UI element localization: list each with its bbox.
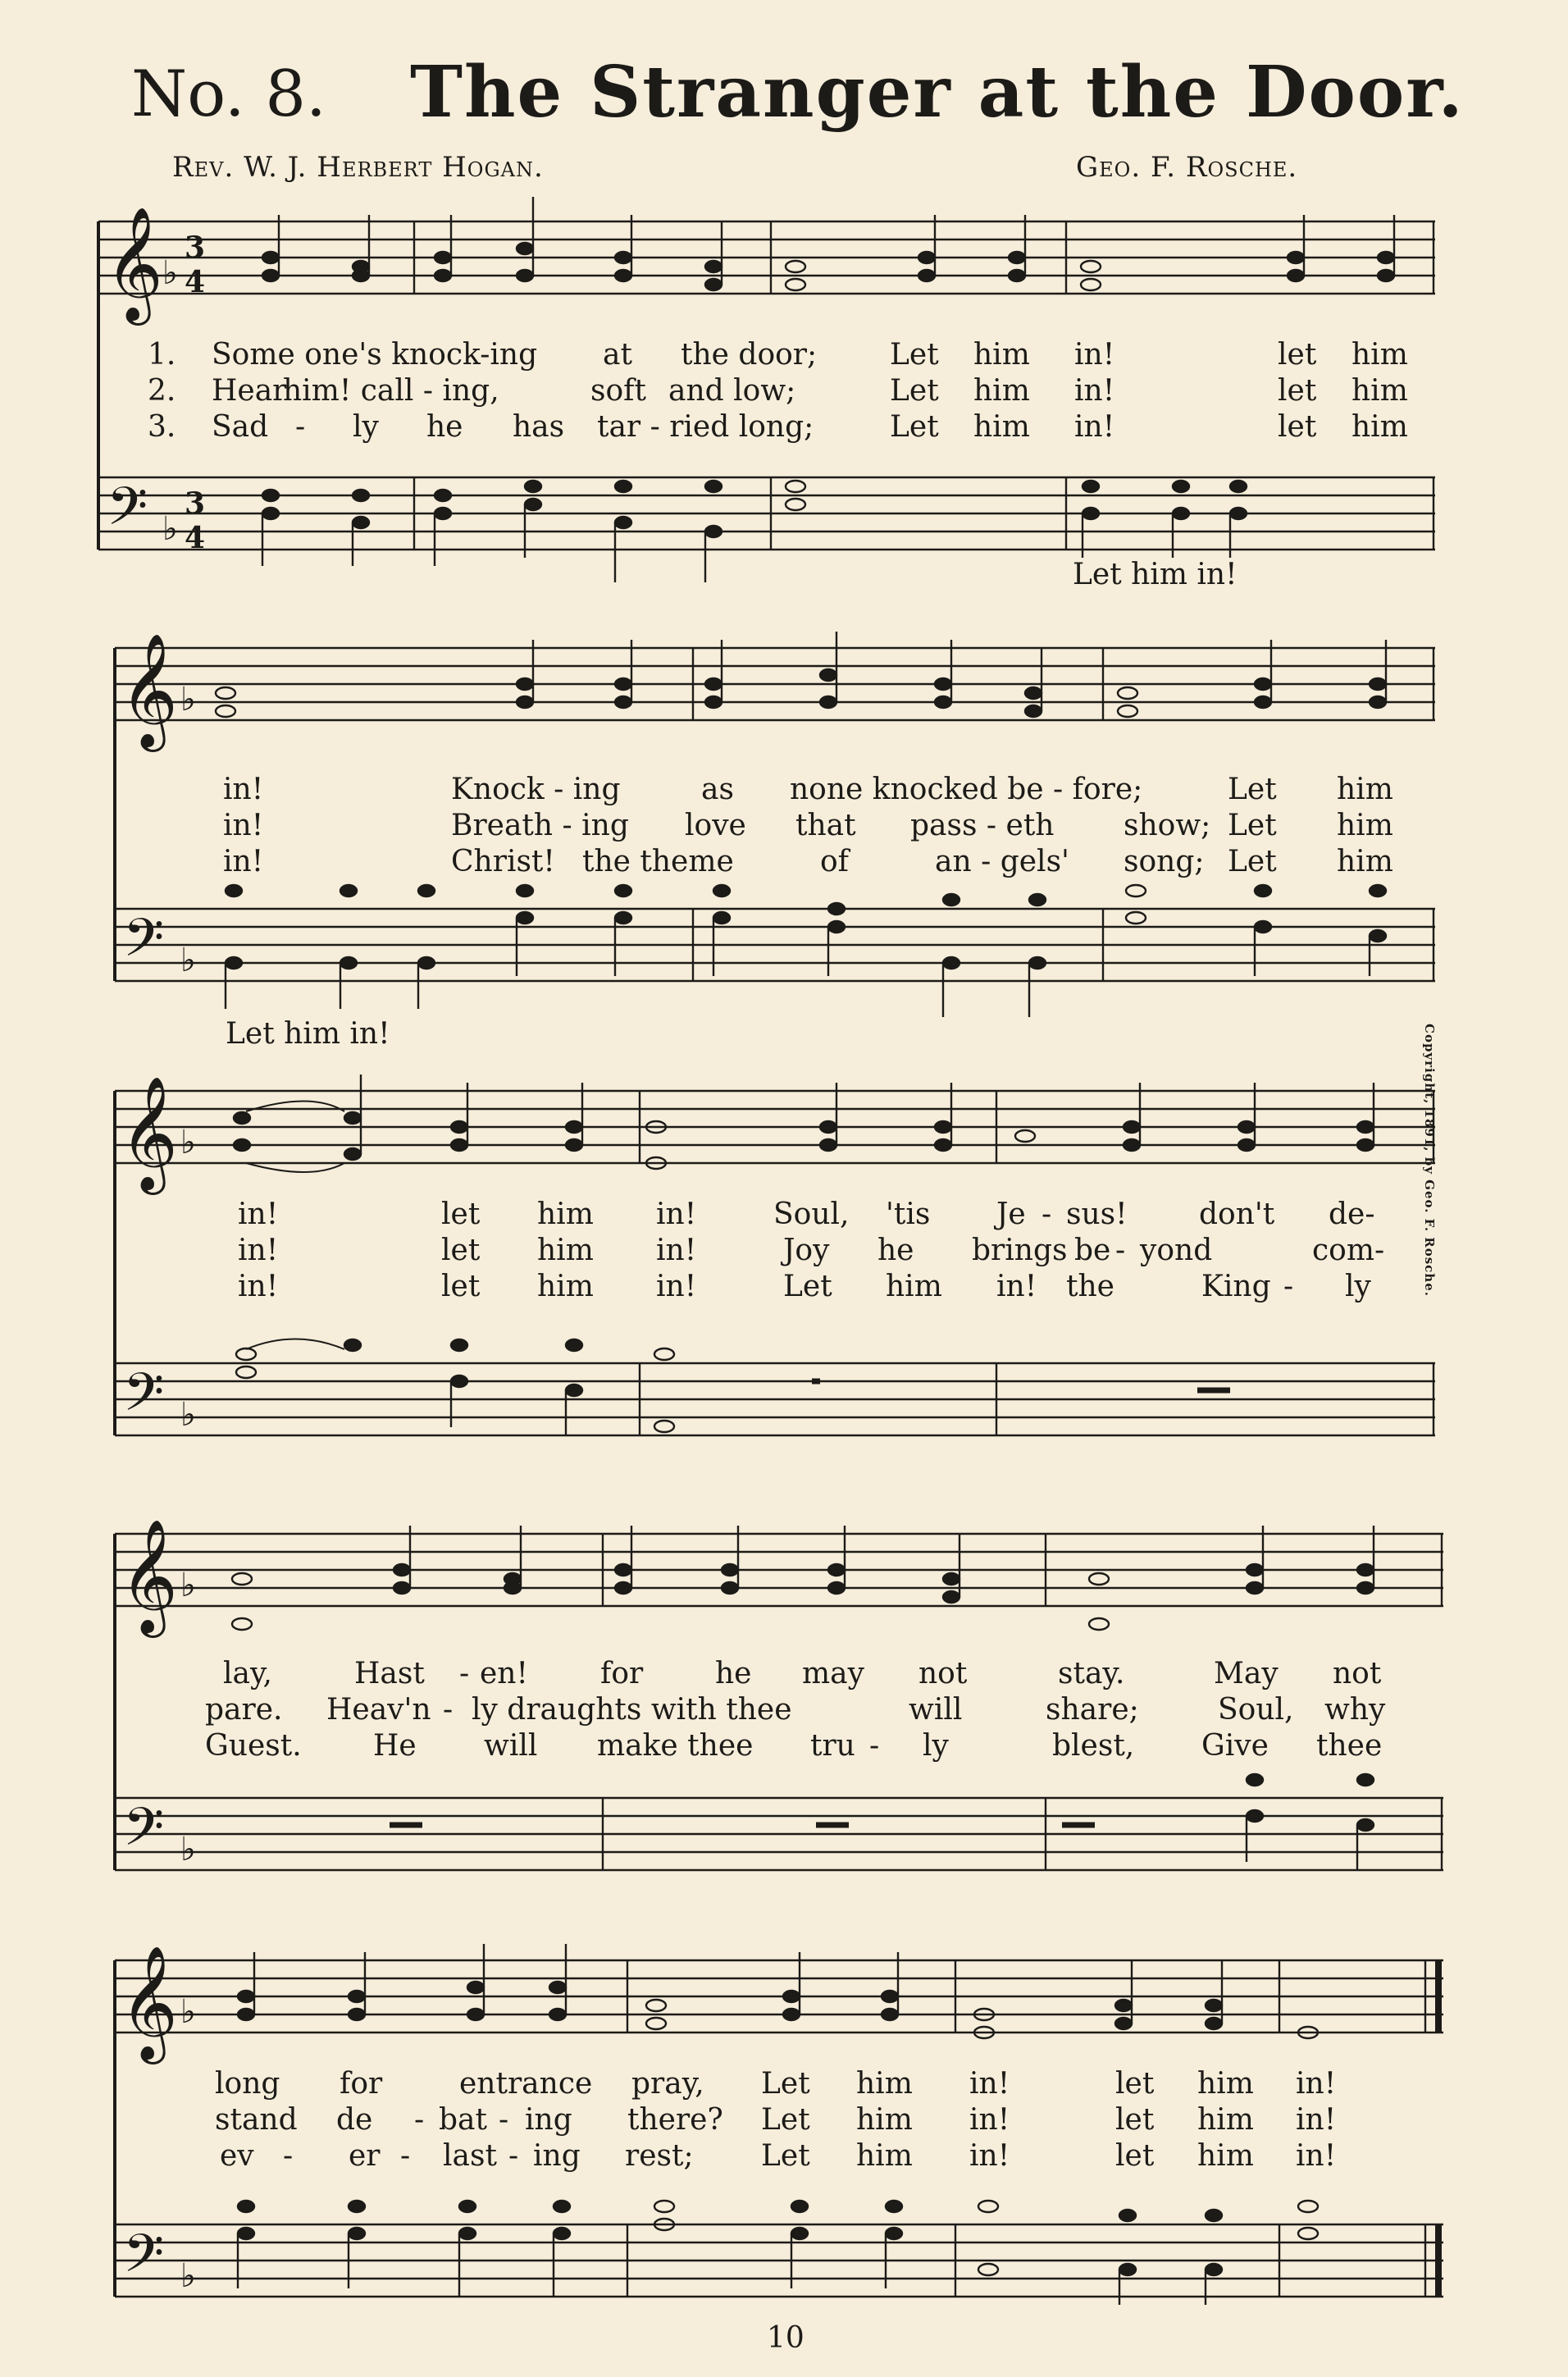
lyric-syllable: as [701,773,734,806]
lyric-syllable: in! [223,845,264,878]
lyric-syllable: not [918,1657,968,1690]
lyric-syllable: Heav'n [326,1693,431,1727]
lyric-syllable: why [1324,1693,1386,1727]
lyric-syllable: Hear [212,374,287,408]
lyric-syllable: lay, [223,1657,272,1690]
svg-text:𝄞: 𝄞 [120,633,178,747]
lyric-syllable: him [1337,809,1393,842]
verse-number-1: 1. [148,338,176,372]
music-system-5 [0,1936,1568,2305]
lyric-syllable: 'tis [886,1198,931,1231]
lyric-syllable: for [340,2067,383,2101]
lyric-syllable: for [600,1657,644,1690]
svg-text:♭: ♭ [180,1993,196,2031]
lyric-syllable: sus! [1066,1198,1128,1231]
lyric-syllable: Let [890,374,939,408]
lyric-syllable: the door; [681,338,818,372]
lyric-syllable: Let [761,2139,810,2173]
lyric-syllable: has [513,410,565,444]
lyric-syllable: stand [215,2103,298,2137]
lyric-syllable: him [856,2139,913,2173]
lyric-syllable: the [1066,1270,1114,1303]
lyric-syllable: him! call - ing, [283,374,499,408]
svg-text:♭: ♭ [180,942,196,979]
svg-text:𝄢: 𝄢 [123,1797,165,1871]
lyric-syllable: him [973,374,1030,408]
lyric-syllable: make thee [597,1729,754,1763]
lyric-syllable: let [1278,338,1317,372]
lyric-syllable: er [349,2139,381,2173]
lyric-syllable: Breath - ing [451,809,629,842]
lyric-syllable: will [909,1693,963,1727]
lyric-syllable: - [295,410,306,444]
lyric-syllable: en! [480,1657,528,1690]
lyric-syllable: thee [1316,1729,1383,1763]
lyric-syllable: an - gels' [935,845,1069,878]
lyric-syllable: song; [1124,845,1205,878]
svg-text:♭: ♭ [180,681,196,719]
lyric-syllable: Let [1228,809,1277,842]
lyric-syllable: de [336,2103,373,2137]
lyric-syllable: him [1351,374,1408,408]
lyric-syllable: ev [220,2139,254,2173]
lyric-syllable: and low; [668,374,796,408]
lyric-syllable: him [537,1198,594,1231]
lyric-syllable: him [1197,2139,1254,2173]
lyric-syllable: him [856,2067,913,2101]
lyric-syllable: that [795,809,856,842]
lyric-syllable: Let [783,1270,832,1303]
lyric-syllable: soft [590,374,646,408]
lyric-syllable: him [1337,773,1393,806]
svg-text:𝄞: 𝄞 [120,1076,178,1190]
lyric-syllable: ly [353,410,379,444]
svg-text:𝄞: 𝄞 [105,207,163,321]
lyric-syllable: let [441,1234,481,1267]
lyric-syllable: entrance [459,2067,593,2101]
bass-refrain-cue: Let him in! [1073,558,1238,591]
lyric-syllable: may [802,1657,864,1690]
lyric-syllable: yond [1140,1234,1213,1267]
lyric-syllable: Joy [783,1234,830,1267]
svg-text:𝄞: 𝄞 [120,1946,178,2060]
lyric-syllable: not [1333,1657,1382,1690]
copyright-notice: Copyright, 1891, by Geo. F. Rosche. [1422,1024,1437,1297]
lyric-syllable: Let [890,410,939,444]
lyric-syllable: in! [656,1234,697,1267]
lyric-syllable: in! [969,2103,1010,2137]
lyric-syllable: love [685,809,746,842]
svg-text:𝄢: 𝄢 [123,2224,165,2297]
lyric-syllable: let [1278,374,1317,408]
lyric-syllable: don't [1199,1198,1275,1231]
lyric-syllable: him [537,1234,594,1267]
lyric-syllable: let [441,1270,481,1303]
music-system-4 [0,1509,1568,1878]
lyric-syllable: let [1115,2139,1155,2173]
lyric-syllable: in! [1296,2067,1337,2101]
verse-number-3: 3. [148,410,176,444]
svg-text:𝄞: 𝄞 [120,1519,178,1633]
lyric-syllable: in! [969,2139,1010,2173]
lyric-syllable: ing [525,2103,572,2137]
lyric-syllable: pass - eth [910,809,1055,842]
lyric-syllable: in! [223,809,264,842]
lyric-syllable: him [1197,2067,1254,2101]
lyric-syllable: - [459,1657,470,1690]
bass-refrain-cue: Let him in! [226,1017,390,1051]
lyric-syllable: ly [923,1729,949,1763]
lyric-syllable: - [869,1729,880,1763]
lyric-syllable: ing [533,2139,581,2173]
lyric-syllable: him [856,2103,913,2137]
lyricist-credit: Rev. W. J. Herbert Hogan. [172,151,544,184]
lyric-syllable: blest, [1052,1729,1135,1763]
lyric-syllable: stay. [1058,1657,1125,1690]
lyric-syllable: Knock - ing [451,773,621,806]
svg-text:♭: ♭ [180,2257,196,2295]
lyric-syllable: at [603,338,632,372]
lyric-syllable: in! [1074,338,1115,372]
lyric-syllable: of [820,845,849,878]
svg-text:4: 4 [185,521,206,555]
svg-text:3: 3 [185,230,206,265]
verse-number-2: 2. [148,374,176,408]
lyric-syllable: let [1115,2103,1155,2137]
lyric-syllable: him [973,338,1030,372]
lyric-syllable: in! [238,1234,279,1267]
lyric-syllable: brings [972,1234,1068,1267]
lyric-syllable: in! [996,1270,1037,1303]
lyric-syllable: Guest. [205,1729,302,1763]
composer-credit: Geo. F. Rosche. [1076,151,1298,184]
lyric-syllable: Soul, [773,1198,850,1231]
lyric-syllable: long [215,2067,280,2101]
lyric-syllable: share; [1046,1693,1139,1727]
lyric-syllable: none knocked be - fore; [790,773,1143,806]
lyric-syllable: May [1214,1657,1279,1690]
lyric-syllable: in! [223,773,264,806]
lyric-syllable: show; [1124,809,1211,842]
svg-text:4: 4 [185,265,206,299]
svg-text:♭: ♭ [162,510,178,548]
lyric-syllable: in! [238,1270,279,1303]
lyric-syllable: - [1042,1198,1052,1231]
lyric-syllable: him [1351,338,1408,372]
lyric-syllable: Let [1228,773,1277,806]
svg-text:𝄢: 𝄢 [123,1362,165,1436]
svg-text:♭: ♭ [180,1567,196,1604]
lyric-syllable: him [1351,410,1408,444]
lyric-syllable: Let [1228,845,1277,878]
lyric-syllable: pray, [631,2067,704,2101]
lyric-syllable: in! [1074,410,1115,444]
music-system-3 [0,1074,1568,1444]
lyric-syllable: in! [656,1270,697,1303]
hymn-number: No. 8. [131,57,326,131]
lyric-syllable: in! [238,1198,279,1231]
lyric-syllable: Christ! [451,845,555,878]
lyric-syllable: de- [1329,1198,1375,1231]
lyric-syllable: - [400,2139,411,2173]
lyric-syllable: him [1197,2103,1254,2137]
lyric-syllable: - [1115,1234,1126,1267]
music-system-2 [0,632,1568,1058]
lyric-syllable: he [715,1657,752,1690]
svg-text:♭: ♭ [180,1124,196,1161]
lyric-syllable: Je [996,1198,1026,1231]
lyric-syllable: - [1283,1270,1294,1303]
lyric-syllable: in! [1296,2139,1337,2173]
lyric-syllable: he [877,1234,914,1267]
lyric-syllable: bat [439,2103,487,2137]
lyric-syllable: rest; [625,2139,694,2173]
lyric-syllable: ly draughts with thee [472,1693,792,1727]
lyric-syllable: he [426,410,463,444]
lyric-syllable: Give [1201,1729,1269,1763]
lyric-syllable: Soul, [1218,1693,1294,1727]
lyric-syllable: pare. [205,1693,283,1727]
svg-text:♭: ♭ [180,1831,196,1868]
lyric-syllable: ly [1345,1270,1371,1303]
lyric-syllable: let [1278,410,1317,444]
lyric-syllable: He [373,1729,417,1763]
lyric-syllable: let [441,1198,481,1231]
lyric-syllable: - [414,2103,425,2137]
lyric-syllable: - [283,2139,294,2173]
lyric-syllable: let [1115,2067,1155,2101]
lyric-syllable: - [508,2139,519,2173]
lyric-syllable: be [1074,1234,1111,1267]
lyric-syllable: King [1201,1270,1271,1303]
lyric-syllable: tru [810,1729,855,1763]
music-system-1 [0,197,1568,607]
lyric-syllable: Hast [354,1657,425,1690]
lyric-syllable: Sad [212,410,269,444]
lyric-syllable: - [499,2103,509,2137]
svg-text:3: 3 [185,486,206,521]
svg-text:𝄢: 𝄢 [107,477,148,550]
lyric-syllable: will [484,1729,538,1763]
hymn-title: The Stranger at the Door. [410,51,1465,134]
lyric-syllable: the theme [582,845,734,878]
lyric-syllable: him [886,1270,942,1303]
lyric-syllable: in! [969,2067,1010,2101]
lyric-syllable: him [537,1270,594,1303]
lyric-syllable: in! [1074,374,1115,408]
lyric-syllable: Let [761,2103,810,2137]
svg-text:𝄢: 𝄢 [123,908,165,982]
lyric-syllable: tar - ried long; [597,410,814,444]
lyric-syllable: in! [1296,2103,1337,2137]
lyric-syllable: him [1337,845,1393,878]
svg-text:♭: ♭ [162,254,178,292]
lyric-syllable: Some one's knock-ing [212,338,538,372]
lyric-syllable: him [973,410,1030,444]
lyric-syllable: Let [890,338,939,372]
lyric-syllable: - [443,1693,454,1727]
lyric-syllable: last [443,2139,497,2173]
page-number: 10 [767,2321,805,2355]
lyric-syllable: there? [627,2103,723,2137]
svg-text:♭: ♭ [180,1396,196,1434]
lyric-syllable: com- [1312,1234,1385,1267]
lyric-syllable: Let [761,2067,810,2101]
lyric-syllable: in! [656,1198,697,1231]
